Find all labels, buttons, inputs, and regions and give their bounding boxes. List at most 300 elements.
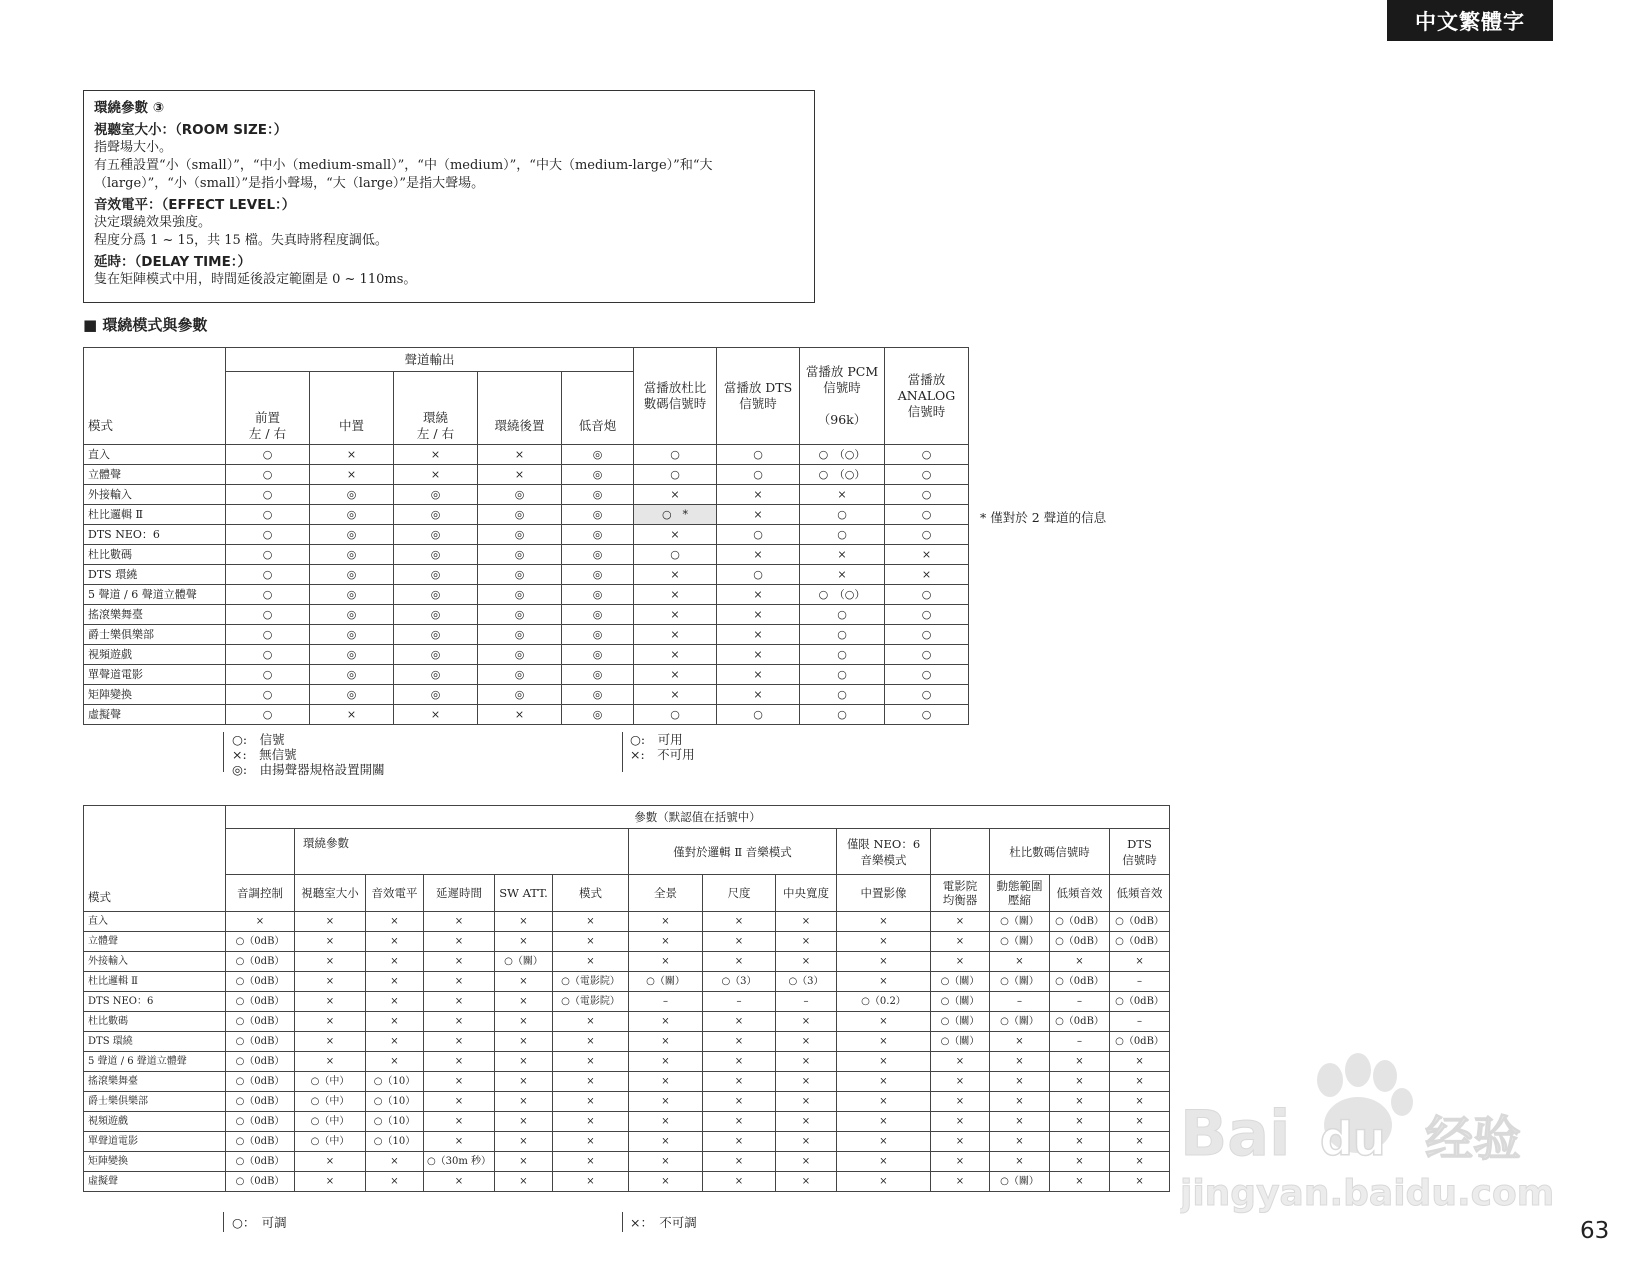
table-cell: – [1050, 992, 1110, 1012]
table-row [84, 1032, 1170, 1052]
table-cell: ◎ [478, 585, 562, 605]
table-cell: ◎ [394, 605, 478, 625]
table-cell: × [495, 1152, 553, 1172]
table-cell: ○ [717, 525, 800, 545]
table-row [84, 705, 969, 725]
table-cell: × [553, 1032, 629, 1052]
table-cell: ○（0dB） [226, 1012, 295, 1032]
table-cell: × [394, 705, 478, 725]
column-header: 中央寬度 [776, 875, 837, 912]
table-cell: ○（0dB） [1110, 932, 1170, 952]
table-row [84, 1112, 1170, 1132]
table-cell: ○（10） [366, 1132, 424, 1152]
table-cell: ○（關） [990, 932, 1050, 952]
table-cell: × [776, 1072, 837, 1092]
table-cell: × [634, 585, 717, 605]
table-cell: × [931, 1072, 990, 1092]
table-cell: ○（電影院） [553, 992, 629, 1012]
table-cell: × [424, 972, 495, 992]
table-cell: × [703, 952, 776, 972]
table-cell: × [495, 1012, 553, 1032]
table-cell: ◎ [394, 625, 478, 645]
table-cell: × [703, 932, 776, 952]
table-cell: × [424, 1032, 495, 1052]
table-cell: – [776, 992, 837, 1012]
column-header: 低頻音效 [1050, 875, 1110, 912]
table-cell: ○ [800, 705, 885, 725]
table-cell: ◎ [562, 485, 634, 505]
mode-name: 外接輸入 [84, 485, 226, 505]
table-cell: ◎ [478, 505, 562, 525]
table-cell: ◎ [394, 505, 478, 525]
table-cell: × [553, 932, 629, 952]
table-cell: × [885, 565, 969, 585]
mode-name: 杜比數碼 [84, 1012, 226, 1032]
table-cell: × [495, 932, 553, 952]
table-cell: ○（0dB） [226, 1032, 295, 1052]
table-cell: × [931, 1052, 990, 1072]
table-cell: × [1110, 1052, 1170, 1072]
table-cell: × [634, 665, 717, 685]
table-cell: × [837, 1092, 931, 1112]
table-row [84, 445, 969, 465]
table-cell: × [703, 912, 776, 932]
mode-name: 虛擬聲 [84, 705, 226, 725]
table-cell: ◎ [562, 605, 634, 625]
table-cell: ○（關） [990, 1172, 1050, 1192]
table-cell: × [990, 1132, 1050, 1152]
table-cell: × [837, 1152, 931, 1172]
delay-time-heading: 延時：（DELAY TIME：） [94, 254, 252, 270]
table-cell: × [634, 605, 717, 625]
table-cell: × [495, 1132, 553, 1152]
table-row [84, 505, 969, 525]
table-cell: × [478, 705, 562, 725]
table-cell: × [800, 545, 885, 565]
table-cell: ◎ [310, 645, 394, 665]
table-cell: × [629, 1112, 703, 1132]
table-cell: – [629, 992, 703, 1012]
legend-signal: ○: 信號 ×: 無信號 ◎: 由揚聲器規格設置開關 [232, 732, 385, 777]
table-cell: ○（0dB） [1110, 1032, 1170, 1052]
table-cell: × [295, 1012, 366, 1032]
table-cell: ◎ [478, 605, 562, 625]
room-size-heading: 視聽室大小：（ROOM SIZE：） [94, 122, 288, 138]
table-cell: × [800, 565, 885, 585]
table-row [84, 565, 969, 585]
column-header: 延遲時間 [424, 875, 495, 912]
column-header: 中置影像 [837, 875, 931, 912]
table-cell: × [717, 665, 800, 685]
table-cell: ◎ [310, 525, 394, 545]
table-cell: × [634, 565, 717, 585]
table-cell: ○（關） [931, 972, 990, 992]
table-cell: × [837, 952, 931, 972]
table-cell: ○ [885, 485, 969, 505]
table-cell: ○（中） [295, 1112, 366, 1132]
table-cell: ○ [717, 705, 800, 725]
language-tab: 中文繁體字 [1387, 0, 1553, 41]
mode-name: DTS NEO：6 [84, 525, 226, 545]
table-cell: × [495, 1032, 553, 1052]
table-cell: × [1050, 1152, 1110, 1172]
table-cell: × [366, 972, 424, 992]
table-row [84, 1052, 1170, 1072]
table-cell: × [776, 1172, 837, 1192]
table-cell: ○ [226, 585, 310, 605]
table-cell: ○ [226, 465, 310, 485]
table-cell: ○ [226, 605, 310, 625]
table-cell: × [1050, 1112, 1110, 1132]
params-header: 參數（默認值在括號中） [226, 806, 1170, 829]
legend-divider [622, 732, 623, 772]
table-cell: ○ [717, 445, 800, 465]
column-header: 尺度 [703, 875, 776, 912]
mode-name: DTS NEO：6 [84, 992, 226, 1012]
table-cell: ◎ [310, 625, 394, 645]
table-cell: × [800, 485, 885, 505]
table-cell: × [776, 1152, 837, 1172]
table-cell: ◎ [562, 645, 634, 665]
table-cell: ○ [226, 525, 310, 545]
table-cell: ○（3） [776, 972, 837, 992]
table-cell: ○（0dB） [226, 1052, 295, 1072]
legend-not-adjustable: ×： 不可調 [630, 1215, 697, 1230]
table-cell: × [717, 545, 800, 565]
table-cell: × [1110, 1092, 1170, 1112]
table-cell: × [1110, 952, 1170, 972]
table-cell: × [424, 1112, 495, 1132]
table-cell: × [990, 1112, 1050, 1132]
dts-header: 當播放 DTS 信號時 [717, 348, 800, 445]
table-cell: × [931, 912, 990, 932]
table-row [84, 1012, 1170, 1032]
table-cell: ○ [800, 685, 885, 705]
mode-name: DTS 環繞 [84, 1032, 226, 1052]
mode-name: 立體聲 [84, 465, 226, 485]
column-header: 動態範圍 壓縮 [990, 875, 1050, 912]
table-row [84, 912, 1170, 932]
table-cell: × [837, 1132, 931, 1152]
svg-text:jingyan.baidu.com: jingyan.baidu.com [1180, 1173, 1555, 1214]
table-cell: × [553, 1052, 629, 1072]
table-cell: × [553, 952, 629, 972]
table-cell: × [837, 912, 931, 932]
mode-name: 立體聲 [84, 932, 226, 952]
table-cell: × [424, 932, 495, 952]
table-cell: ○（0dB） [226, 972, 295, 992]
table-cell: × [837, 1032, 931, 1052]
mode-name: 矩陣變換 [84, 1152, 226, 1172]
mode-name: 視頻遊戲 [84, 1112, 226, 1132]
table-cell: × [717, 685, 800, 705]
pcm-header: 當播放 PCM 信號時 （96k） [800, 348, 885, 445]
table-cell: × [295, 1032, 366, 1052]
table-cell: × [424, 1172, 495, 1192]
table-cell: × [553, 1132, 629, 1152]
table-cell: ○（關） [931, 1032, 990, 1052]
table-cell: × [717, 605, 800, 625]
baidu-jingyan-watermark [1180, 1040, 1560, 1220]
surround-back-header: 環繞後置 [478, 372, 562, 445]
table-row [84, 685, 969, 705]
table-cell: × [634, 625, 717, 645]
table-cell: × [629, 1032, 703, 1052]
table-cell: ◎ [310, 565, 394, 585]
delay-time-text: 隻在矩陣模式中用，時間延後設定範圍是 0 ~ 110ms。 [94, 272, 417, 287]
mode-name: 搖滾樂舞臺 [84, 605, 226, 625]
table-cell: ○ [885, 685, 969, 705]
table-cell: ○（0dB） [226, 1172, 295, 1192]
table-cell: × [495, 912, 553, 932]
surround-params-header: 環繞參數 [295, 829, 629, 875]
legend-divider [622, 1212, 623, 1232]
table-cell: ◎ [478, 665, 562, 685]
table-cell: × [424, 992, 495, 1012]
table-row [84, 625, 969, 645]
table-cell: ○（0dB） [1050, 912, 1110, 932]
table-cell: ◎ [562, 525, 634, 545]
table-row [84, 605, 969, 625]
table-cell: × [629, 1152, 703, 1172]
table-cell: × [703, 1152, 776, 1172]
table-cell: × [424, 1092, 495, 1112]
table-cell: ◎ [394, 485, 478, 505]
table-cell: ◎ [310, 505, 394, 525]
table-cell: ○ [885, 585, 969, 605]
table-cell: × [703, 1072, 776, 1092]
table-cell: × [931, 1112, 990, 1132]
table-cell: × [495, 992, 553, 1012]
mode-name: 單聲道電影 [84, 665, 226, 685]
table-cell: × [1110, 1132, 1170, 1152]
table-cell: ◎ [562, 705, 634, 725]
table-cell: ◎ [478, 685, 562, 705]
table-cell: × [717, 625, 800, 645]
table-cell: × [703, 1032, 776, 1052]
table-cell: × [1050, 1072, 1110, 1092]
table-cell: ◎ [478, 645, 562, 665]
table-cell: × [703, 1012, 776, 1032]
table-cell: ○ [634, 465, 717, 485]
svg-text:Bai: Bai [1180, 1097, 1291, 1170]
table-cell: × [717, 645, 800, 665]
table-cell: ○（0dB） [226, 1132, 295, 1152]
table-cell: ○ [800, 665, 885, 685]
table-cell: × [295, 1152, 366, 1172]
table-cell: ◎ [478, 565, 562, 585]
table-cell: ○（關） [990, 912, 1050, 932]
column-header: 音效電平 [366, 875, 424, 912]
table-cell: × [553, 912, 629, 932]
table-cell: × [553, 1112, 629, 1132]
table-cell: ○ （○） [800, 445, 885, 465]
table-cell: × [717, 585, 800, 605]
table-cell: ○（0dB） [226, 1152, 295, 1172]
table-cell: ○（關） [495, 952, 553, 972]
table-cell: × [394, 465, 478, 485]
table-row [84, 1072, 1170, 1092]
mode-header: 模式 [84, 806, 226, 912]
mode-name: 杜比邏輯 Ⅱ [84, 972, 226, 992]
table-cell: × [495, 1112, 553, 1132]
channel-output-table [83, 347, 969, 725]
column-header: 視聽室大小 [295, 875, 366, 912]
table-cell: ◎ [310, 485, 394, 505]
effect-level-heading: 音效電平：（EFFECT LEVEL：） [94, 197, 296, 213]
table-cell: ◎ [562, 585, 634, 605]
table-cell: × [837, 1172, 931, 1192]
table-cell: × [837, 1112, 931, 1132]
table-cell: ◎ [394, 645, 478, 665]
table-cell: ○ [226, 705, 310, 725]
table-cell: × [553, 1152, 629, 1172]
table-cell: – [1110, 1012, 1170, 1032]
table-cell: × [295, 972, 366, 992]
table-cell: ○（0dB） [1110, 912, 1170, 932]
table-cell: ◎ [310, 545, 394, 565]
legend-adjustable: ○： 可調 [232, 1215, 287, 1230]
table-cell: × [629, 1012, 703, 1032]
table-cell: × [776, 1112, 837, 1132]
table-cell: ○ [226, 505, 310, 525]
table-cell: ○（0dB） [226, 952, 295, 972]
table-cell: ○（0dB） [226, 1072, 295, 1092]
table-row [84, 465, 969, 485]
table-cell: × [837, 1012, 931, 1032]
table-cell: ◎ [394, 565, 478, 585]
surround-header: 環繞 左 / 右 [394, 372, 478, 445]
table-cell: × [990, 952, 1050, 972]
analog-header: 當播放 ANALOG 信號時 [885, 348, 969, 445]
table-cell: × [424, 1132, 495, 1152]
mode-name: 爵士樂俱樂部 [84, 625, 226, 645]
table-cell: ○ [885, 505, 969, 525]
legend-divider [223, 1212, 224, 1232]
table-cell: × [776, 1092, 837, 1112]
mode-name: 5 聲道 / 6 聲道立體聲 [84, 585, 226, 605]
table-cell: × [703, 1092, 776, 1112]
mode-name: 搖滾樂舞臺 [84, 1072, 226, 1092]
table-cell: ○ [226, 665, 310, 685]
table-cell: ○ [226, 545, 310, 565]
table-cell: ○ [800, 605, 885, 625]
table-cell: × [629, 912, 703, 932]
table-cell: ○（中） [295, 1092, 366, 1112]
column-header: 音調控制 [226, 875, 295, 912]
table-cell: × [366, 1052, 424, 1072]
table-cell: × [424, 1052, 495, 1072]
table-row [84, 1092, 1170, 1112]
table-cell: × [990, 1092, 1050, 1112]
table-cell: × [776, 1012, 837, 1032]
table-cell: × [776, 1132, 837, 1152]
table-cell: × [990, 1072, 1050, 1092]
table-cell: × [495, 1092, 553, 1112]
table-cell: ○ [634, 705, 717, 725]
table-cell: × [366, 932, 424, 952]
room-size-text: 指聲場大小。 [94, 140, 173, 155]
table-cell: × [703, 1052, 776, 1072]
table-cell: × [629, 1132, 703, 1152]
mode-name: 爵士樂俱樂部 [84, 1092, 226, 1112]
table-cell: × [495, 972, 553, 992]
table-row [84, 665, 969, 685]
table-cell: ◎ [562, 565, 634, 585]
table-cell: × [366, 912, 424, 932]
table-cell: × [629, 1172, 703, 1192]
table-cell: ○ [717, 465, 800, 485]
legend-divider [223, 732, 224, 772]
table-cell: × [366, 1032, 424, 1052]
svg-text:du: du [1320, 1112, 1386, 1166]
table-cell: ○ [885, 605, 969, 625]
table-cell: × [837, 1072, 931, 1092]
note-title: 環繞參數 ③ [94, 100, 165, 116]
table-cell: × [837, 972, 931, 992]
table-cell: × [1110, 1112, 1170, 1132]
table-cell: × [990, 1152, 1050, 1172]
table-cell: ○ [717, 565, 800, 585]
section-title: ■ 環繞模式與參數 [83, 316, 208, 334]
mode-name: 杜比數碼 [84, 545, 226, 565]
table-cell: × [553, 1172, 629, 1192]
table-cell: × [478, 465, 562, 485]
table-cell: × [931, 1172, 990, 1192]
channel-output-header: 聲道輸出 [226, 348, 634, 372]
table-cell: × [366, 1152, 424, 1172]
table-cell: ○（0dB） [1050, 1012, 1110, 1032]
legend-availability: ○: 可用 ×: 不可用 [630, 732, 695, 762]
table-cell: × [1050, 1092, 1110, 1112]
table-cell: × [703, 1112, 776, 1132]
mode-header: 模式 [84, 348, 226, 445]
table-cell: × [310, 445, 394, 465]
table-cell: ○ [885, 465, 969, 485]
table-cell: × [310, 705, 394, 725]
table-cell: × [634, 525, 717, 545]
table-row [84, 952, 1170, 972]
table-cell: ○（0dB） [226, 992, 295, 1012]
mode-name: 外接輸入 [84, 952, 226, 972]
mode-name: 虛擬聲 [84, 1172, 226, 1192]
table-cell: × [295, 932, 366, 952]
table-cell: – [990, 992, 1050, 1012]
column-header: 電影院 均衡器 [931, 875, 990, 912]
table-cell: ○（關） [931, 1012, 990, 1032]
table-cell: ○（0dB） [226, 1112, 295, 1132]
table-cell: ○ * [634, 505, 717, 525]
table-cell: ○ [226, 485, 310, 505]
table-row [84, 1152, 1170, 1172]
table-cell: ○ [634, 445, 717, 465]
table-cell: ○ [634, 545, 717, 565]
table-row [84, 525, 969, 545]
table-cell: ○ [226, 565, 310, 585]
table-cell: ○ （○） [800, 585, 885, 605]
table-cell: ○（中） [295, 1072, 366, 1092]
neo6-music-header: 僅限 NEO：6 音樂模式 [837, 829, 931, 875]
center-header: 中置 [310, 372, 394, 445]
table-cell: ◎ [394, 665, 478, 685]
table-cell: ○（0dB） [226, 1092, 295, 1112]
table-cell: – [1050, 1032, 1110, 1052]
table-cell: × [717, 505, 800, 525]
table-cell: × [990, 1032, 1050, 1052]
table-cell: × [226, 912, 295, 932]
table-cell: ◎ [562, 545, 634, 565]
dolby-digital-header: 杜比數碼信號時 [990, 829, 1110, 875]
